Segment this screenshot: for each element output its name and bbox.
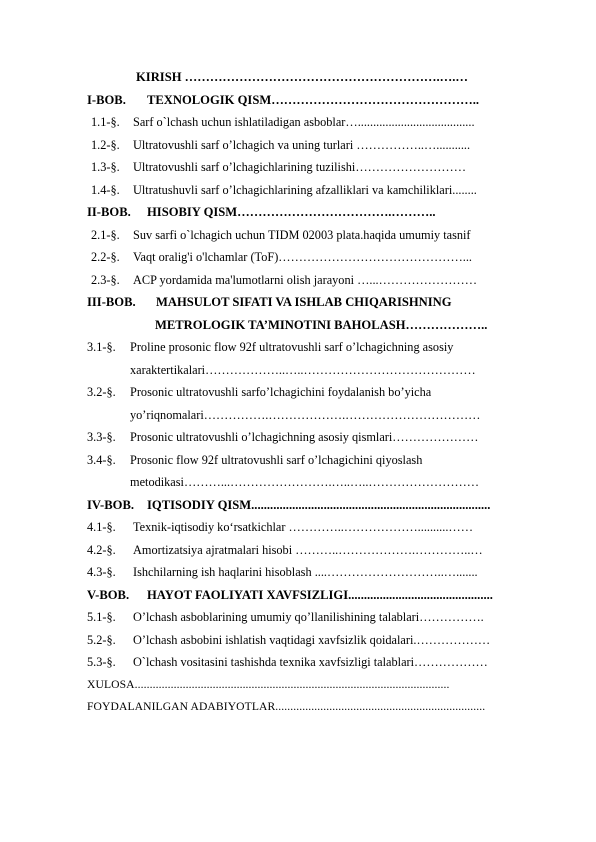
section-number: 1.3-§. xyxy=(91,160,120,174)
toc-section-2-3[interactable] xyxy=(0,269,596,292)
section-title: Prosonic flow 92f ultratovushli sarf o’lchagichini qiyoslash xyxy=(130,452,423,467)
chapter-title: IQTISODIY QISM............................................................................ xyxy=(147,497,491,512)
toc-section-2-1[interactable] xyxy=(0,224,596,247)
toc-section-3-3[interactable] xyxy=(0,426,596,449)
chapter-number: IV-BOB. xyxy=(87,497,134,512)
chapter-number: III-BOB. xyxy=(87,295,136,309)
toc-section-3-1-continued[interactable] xyxy=(0,359,596,382)
section-title: Vaqt oralig'i o'lchamlar (ToF)………………………………………... xyxy=(133,250,472,264)
section-number: 5.1-§. xyxy=(87,610,116,624)
section-number: 1.2-§. xyxy=(91,137,120,152)
toc-section-3-2-continued[interactable] xyxy=(0,404,596,427)
chapter-title: HISOBIY QISM……………………………….……….. xyxy=(147,205,436,219)
section-number: 3.1-§. xyxy=(87,340,116,354)
section-title: Ishchilarning ish haqlarini hisoblash ....………………………..…....... xyxy=(133,565,478,579)
section-number: 3.3-§. xyxy=(87,430,116,444)
toc-chapter-5[interactable] xyxy=(0,584,596,607)
toc-section-2-2[interactable] xyxy=(0,246,596,269)
section-title: Amortizatsiya ajratmalari hisobi ………..……………….…………..… xyxy=(133,542,483,557)
toc-section-1-3[interactable] xyxy=(0,156,596,179)
section-number: 2.2-§. xyxy=(91,250,120,264)
toc-section-5-3[interactable] xyxy=(0,651,596,674)
section-number: 2.3-§. xyxy=(91,272,120,287)
toc-intro-title: KIRISH …………………………………………………….….… xyxy=(136,70,469,84)
toc-section-4-3[interactable] xyxy=(0,561,596,584)
section-title: Ultratovushli sarf o’lchagichlarining tuzilishi……………………… xyxy=(133,160,466,174)
chapter-title: TEXNOLOGIK QISM………………………………………….. xyxy=(147,92,480,107)
section-number: 1.1-§. xyxy=(91,115,120,129)
section-title: Prosonic ultratovushli sarfo’lchagichini foydalanish bo’yicha xyxy=(130,385,432,399)
chapter-title: MAHSULOT SIFATI VA ISHLAB CHIQARISHNING xyxy=(156,295,452,309)
toc-chapter-4[interactable] xyxy=(0,494,596,517)
section-title-line-2: yo’riqnomalari…………….……………….…………………………… xyxy=(130,407,481,422)
table-of-contents xyxy=(0,66,596,719)
section-title: O`lchash vositasini tashishda texnika xavfsizligi talablari……………… xyxy=(133,655,488,669)
chapter-number: I-BOB. xyxy=(87,92,126,107)
section-title-line-2: metodikasi………...…………………….…..…..……………………… xyxy=(130,475,480,489)
section-title: Ultratushuvli sarf o’lchagichlarining afzalliklari va kamchiliklari........ xyxy=(133,182,477,197)
toc-references[interactable] xyxy=(0,696,596,719)
toc-section-3-1[interactable] xyxy=(0,336,596,359)
toc-chapter-3-continued[interactable] xyxy=(0,314,596,337)
section-number: 2.1-§. xyxy=(91,227,120,242)
chapter-title: HAYOT FAOLIYATI XAVFSIZLIGI.............................................. xyxy=(147,587,493,602)
section-title: Texnik-iqtisodiy ko‘rsatkichlar …………..………………..........…… xyxy=(133,520,474,534)
toc-section-1-4[interactable] xyxy=(0,179,596,202)
section-number: 3.4-§. xyxy=(87,452,116,467)
toc-section-1-1[interactable] xyxy=(0,111,596,134)
toc-conclusion[interactable] xyxy=(0,674,596,697)
references-title: FOYDALANILGAN ADABIYOTLAR...................................................................... xyxy=(87,700,486,713)
section-number: 3.2-§. xyxy=(87,385,116,399)
toc-chapter-3[interactable] xyxy=(0,291,596,314)
toc-chapter-2[interactable] xyxy=(0,201,596,224)
section-title: Proline prosonic flow 92f ultratovushli sarf o’lchagichning asosiy xyxy=(130,340,454,354)
section-title: O’lchash asboblarining umumiy qo’llanilishining talablari……………. xyxy=(133,610,484,624)
toc-section-3-4[interactable] xyxy=(0,449,596,472)
section-number: 4.2-§. xyxy=(87,542,116,557)
chapter-number: II-BOB. xyxy=(87,205,131,219)
section-title: O’lchash asbobini ishlatish vaqtidagi xavfsizlik qoidalari.……………… xyxy=(133,632,491,647)
section-number: 4.1-§. xyxy=(87,520,116,534)
section-title-line-2: xaraktertikalari………………..…..…………………………………… xyxy=(130,362,476,377)
section-title: Suv sarfi o`lchagich uchun TIDM 02003 plata.haqida umumiy tasnif xyxy=(133,227,471,242)
toc-chapter-1[interactable] xyxy=(0,89,596,112)
toc-intro[interactable] xyxy=(0,66,596,89)
section-number: 5.3-§. xyxy=(87,655,116,669)
toc-section-5-1[interactable] xyxy=(0,606,596,629)
section-number: 1.4-§. xyxy=(91,182,120,197)
section-number: 4.3-§. xyxy=(87,565,116,579)
toc-section-1-2[interactable] xyxy=(0,134,596,157)
section-title: ACP yordamida ma'lumotlarni olish jarayoni …...…………………… xyxy=(133,272,477,287)
conclusion-title: XULOSA......................................................................................................... xyxy=(87,677,450,691)
toc-section-3-2[interactable] xyxy=(0,381,596,404)
toc-section-5-2[interactable] xyxy=(0,629,596,652)
toc-section-4-2[interactable] xyxy=(0,539,596,562)
toc-section-3-4-continued[interactable] xyxy=(0,471,596,494)
chapter-number: V-BOB. xyxy=(87,587,130,602)
section-title: Prosonic ultratovushli o’lchagichning asosiy qismlari………………… xyxy=(130,430,479,444)
section-number: 5.2-§. xyxy=(87,632,116,647)
chapter-title-line-2: METROLOGIK TA’MINOTINI BAHOLASH……………….. xyxy=(155,317,488,332)
section-title: Sarf o`lchash uchun ishlatiladigan asboblar…...................................... xyxy=(133,115,475,129)
toc-section-4-1[interactable] xyxy=(0,516,596,539)
section-title: Ultratovushli sarf o’lchagich va uning turlari ……………..…........... xyxy=(133,137,471,152)
